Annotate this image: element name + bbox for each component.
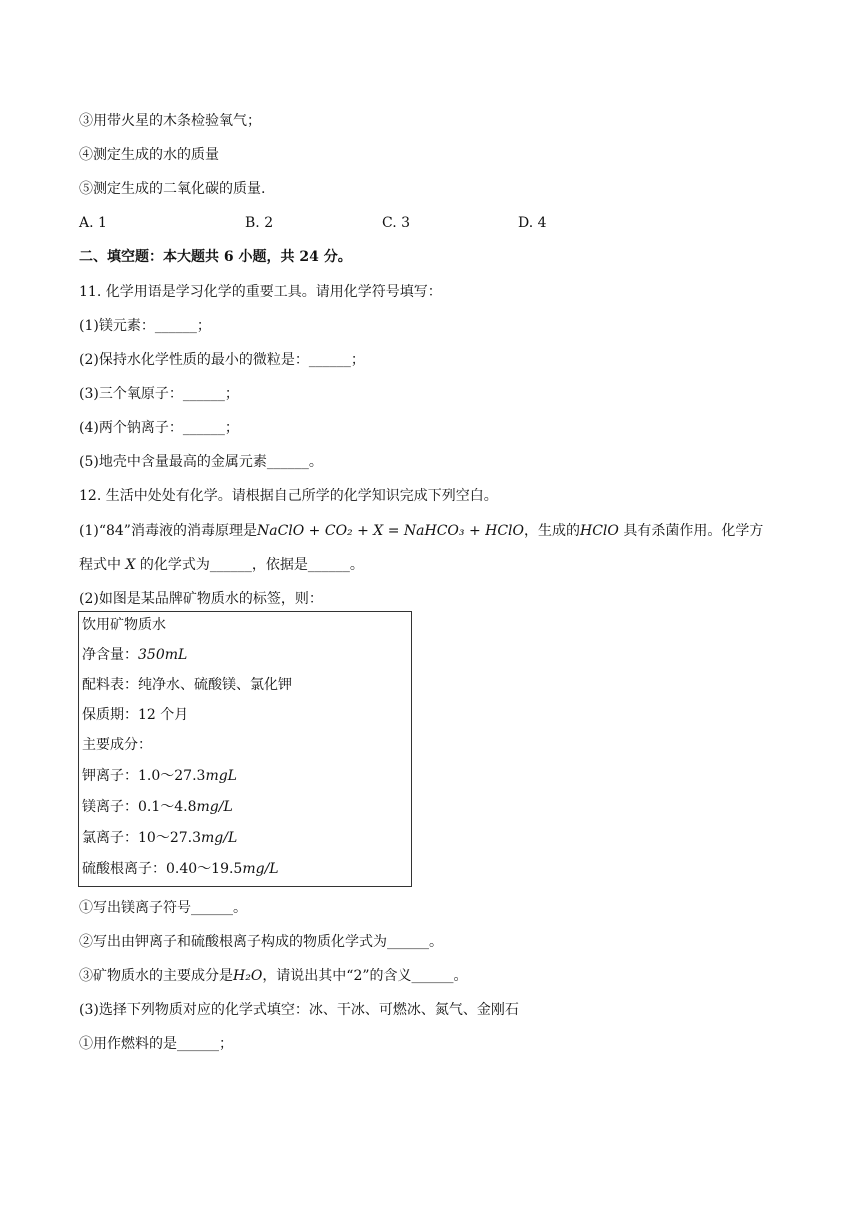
q10-item-4: ④测定生成的水的质量 xyxy=(79,147,219,163)
label-potassium xyxy=(82,766,237,786)
label-sulfate-unit: mg/L xyxy=(242,861,279,877)
label-net-content-key: 净含量： xyxy=(82,647,138,663)
q12-stem: 12. 生活中处处有化学。请根据自己所学的化学知识完成下列空白。 xyxy=(79,488,498,504)
q12-p1-pre: (1)“84”消毒液的消毒原理是 xyxy=(79,523,257,539)
q12-p1-line2-pre: 程式中 xyxy=(79,557,121,573)
label-chloride-text: 氯离子：10～27.3 xyxy=(82,830,201,846)
q12-p1-mid: ，生成的 xyxy=(524,523,581,539)
q12-part-1-line-1 xyxy=(79,521,763,541)
q12-p1-post: 具有杀菌作用。化学方 xyxy=(623,523,764,539)
option-b: B. 2 xyxy=(245,215,274,231)
label-magnesium xyxy=(82,797,233,817)
q11-part-4: (4)两个钠离子：______； xyxy=(79,420,239,436)
label-net-content xyxy=(82,645,187,665)
label-net-content-value: 350mL xyxy=(138,647,188,663)
h2o-formula: H₂O xyxy=(233,968,263,984)
option-d: D. 4 xyxy=(518,215,547,231)
q12-p2-sub3-pre: ③矿物质水的主要成分是 xyxy=(79,968,233,984)
q12-p1-line2-post: 的化学式为______，依据是______。 xyxy=(139,557,364,573)
label-title: 饮用矿物质水 xyxy=(82,617,166,633)
mineral-water-label xyxy=(78,611,412,887)
label-magnesium-text: 镁离子：0.1～4.8 xyxy=(82,799,197,815)
q11-part-3: (3)三个氧原子：______； xyxy=(79,386,239,402)
option-a: A. 1 xyxy=(79,215,107,231)
label-potassium-text: 钾离子：1.0～27.3 xyxy=(82,768,206,784)
q12-part-1-line-2 xyxy=(79,555,364,575)
q11-part-1: (1)镁元素：______； xyxy=(79,318,211,334)
label-chloride-unit: mg/L xyxy=(201,830,238,846)
q11-stem: 11. 化学用语是学习化学的重要工具。请用化学符号填写： xyxy=(79,284,442,300)
label-chloride xyxy=(82,828,237,848)
q12-p2-sub3-post: ，请说出其中“2”的含义______。 xyxy=(262,968,468,984)
x-symbol: X xyxy=(125,557,136,573)
q12-part-2-sub-1: ①写出镁离子符号______。 xyxy=(79,900,247,916)
q12-part-3-sub-1: ①用作燃料的是______； xyxy=(79,1036,233,1052)
section-title: 二、填空题：本大题共 6 小题，共 24 分。 xyxy=(79,249,352,265)
q12-part-2-intro: (2)如图是某品牌矿物质水的标签，则： xyxy=(79,591,323,607)
q11-part-5: (5)地壳中含量最高的金属元素______。 xyxy=(79,454,323,470)
q10-item-5: ⑤测定生成的二氧化碳的质量. xyxy=(79,181,266,197)
label-magnesium-unit: mg/L xyxy=(196,799,233,815)
reaction-equation: NaClO + CO₂ + X = NaHCO₃ + HClO xyxy=(256,523,525,539)
label-potassium-unit: mgL xyxy=(205,768,237,784)
label-shelf-life: 保质期：12 个月 xyxy=(82,707,189,723)
q10-item-3: ③用带火星的木条检验氧气； xyxy=(79,113,261,129)
label-sulfate xyxy=(82,859,279,879)
q12-part-3: (3)选择下列物质对应的化学式填空：冰、干冰、可燃冰、氮气、金刚石 xyxy=(79,1002,519,1018)
q11-part-2: (2)保持水化学性质的最小的微粒是：______； xyxy=(79,352,365,368)
label-main-components: 主要成分： xyxy=(82,737,152,753)
label-ingredients: 配料表：纯净水、硫酸镁、氯化钾 xyxy=(82,677,292,693)
q12-part-2-sub-2: ②写出由钾离子和硫酸根离子构成的物质化学式为______。 xyxy=(79,934,443,950)
q12-part-2-sub-3 xyxy=(79,966,468,986)
q10-options xyxy=(79,213,639,233)
label-sulfate-text: 硫酸根离子：0.40～19.5 xyxy=(82,861,243,877)
option-c: C. 3 xyxy=(382,215,411,231)
hclo-formula: HClO xyxy=(580,523,619,539)
